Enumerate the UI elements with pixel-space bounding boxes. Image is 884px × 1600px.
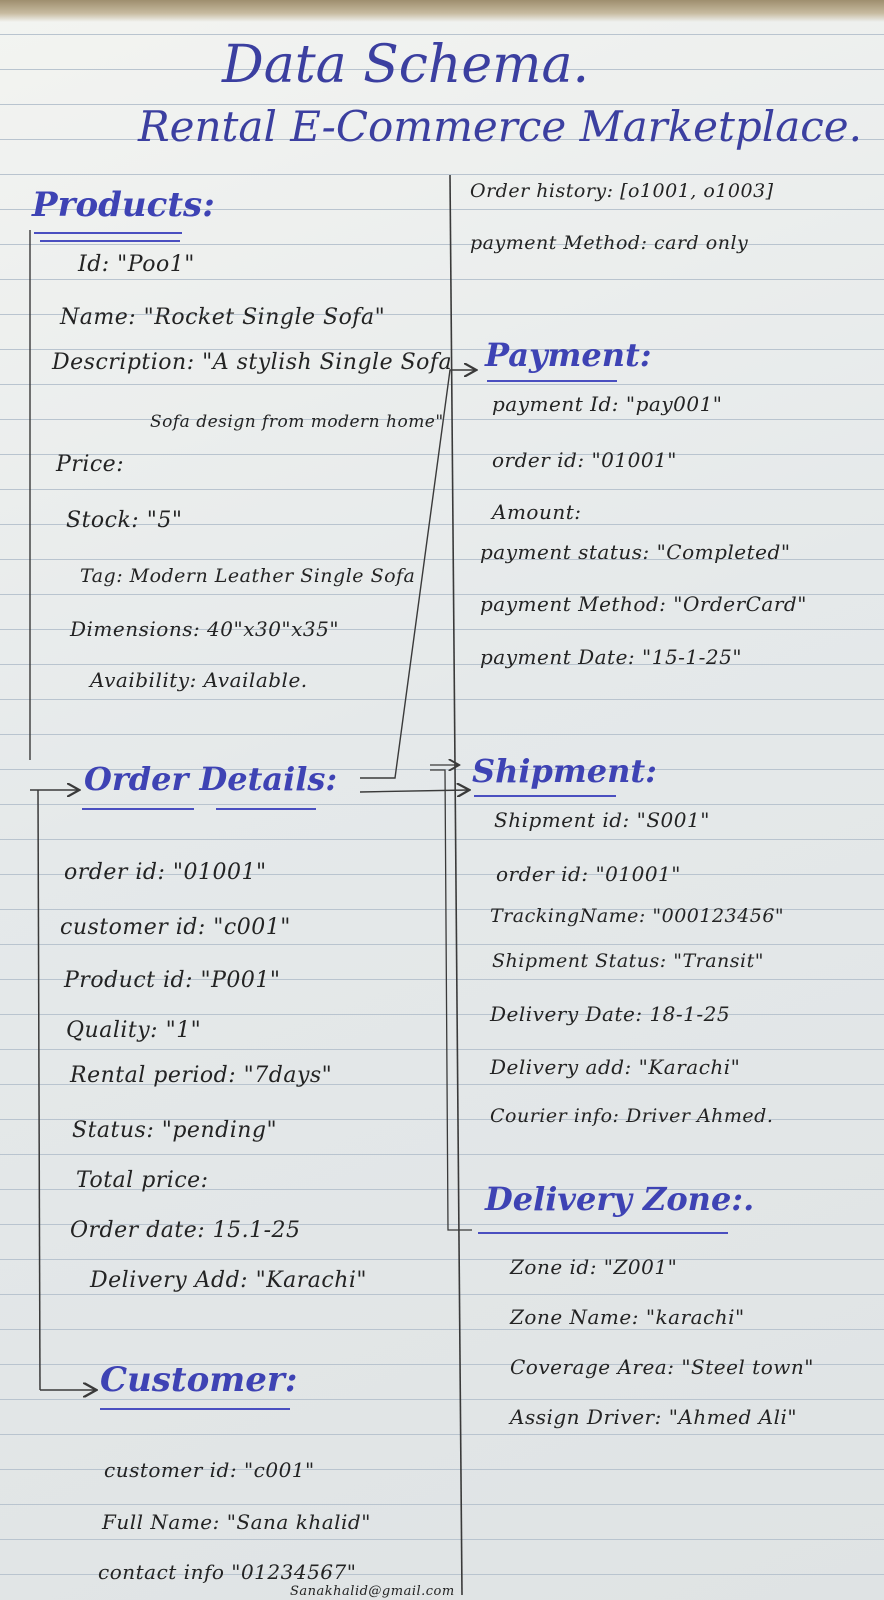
shipment-field-courier: Courier info: Driver Ahmed. — [490, 1105, 774, 1127]
shipment-heading: Shipment: — [472, 752, 657, 790]
zone-field-name: Zone Name: "karachi" — [510, 1305, 745, 1329]
shipment-field-tracking: TrackingName: "000123456" — [490, 905, 785, 927]
order-field-order-date: Order date: 15.1-25 — [70, 1218, 301, 1243]
zone-field-coverage: Coverage Area: "Steel town" — [510, 1355, 814, 1379]
customer-field-id: customer id: "c001" — [104, 1458, 315, 1482]
shipment-field-delivery-date: Delivery Date: 18-1-25 — [490, 1002, 731, 1026]
order-field-delivery-add: Delivery Add: "Karachi" — [90, 1268, 368, 1293]
customer-field-contact: contact info "01234567" — [98, 1560, 357, 1584]
delivery-zone-underline — [478, 1232, 728, 1234]
product-field-stock: Stock: "5" — [66, 508, 183, 533]
shipment-connector — [360, 790, 468, 792]
order-field-rental-period: Rental period: "7days" — [70, 1063, 333, 1088]
order-field-status: Status: "pending" — [72, 1118, 278, 1143]
order-details-underline — [82, 808, 194, 810]
delivery-zone-heading: Delivery Zone:. — [485, 1180, 755, 1218]
page-subtitle: Rental E-Commerce Marketplace. — [138, 102, 862, 151]
center-divider-line — [450, 175, 462, 1595]
products-underline-2 — [40, 240, 180, 242]
left-connector-line — [38, 790, 40, 1390]
product-field-description-cont: Sofa design from modern home" — [150, 412, 444, 432]
payment-field-id: payment Id: "pay001" — [492, 392, 723, 416]
payment-field-status: payment status: "Completed" — [480, 540, 791, 564]
customer-heading: Customer: — [100, 1360, 298, 1400]
order-field-quality: Quality: "1" — [66, 1018, 202, 1043]
shipment-field-delivery-add: Delivery add: "Karachi" — [490, 1055, 741, 1079]
order-field-product-id: Product id: "P001" — [64, 968, 281, 993]
customer-field-email: Sanakhalid@gmail.com — [290, 1584, 455, 1599]
order-field-total-price: Total price: — [76, 1168, 209, 1193]
product-field-price: Price: — [56, 452, 125, 477]
order-field-customer-id: customer id: "c001" — [60, 915, 291, 940]
payment-field-order-id: order id: "01001" — [492, 448, 677, 472]
payment-field-method: payment Method: "OrderCard" — [480, 592, 807, 616]
product-field-tag: Tag: Modern Leather Single Sofa — [80, 565, 416, 587]
zone-field-id: Zone id: "Z001" — [510, 1255, 678, 1279]
order-details-underline-2 — [216, 808, 316, 810]
product-field-description: Description: "A stylish Single Sofa — [52, 350, 453, 375]
products-underline — [34, 232, 182, 234]
delivery-zone-connector — [430, 770, 472, 1230]
shipment-field-id: Shipment id: "S001" — [494, 808, 710, 832]
products-heading: Products: — [32, 185, 215, 225]
payment-underline — [487, 380, 617, 382]
zone-field-driver: Assign Driver: "Ahmed Ali" — [510, 1405, 798, 1429]
page-title: Data Schema. — [222, 35, 589, 95]
order-field-order-id: order id: "01001" — [64, 860, 267, 885]
customer-payment-method: payment Method: card only — [470, 232, 749, 254]
shipment-underline — [474, 795, 616, 797]
payment-heading: Payment: — [485, 336, 652, 374]
customer-field-full-name: Full Name: "Sana khalid" — [102, 1510, 371, 1534]
payment-field-amount: Amount: — [492, 500, 582, 524]
product-field-dimensions: Dimensions: 40"x30"x35" — [70, 617, 340, 641]
shipment-field-status: Shipment Status: "Transit" — [492, 950, 764, 972]
product-field-id: Id: "Poo1" — [78, 252, 195, 277]
product-field-name: Name: "Rocket Single Sofa" — [60, 305, 386, 330]
shipment-field-order-id: order id: "01001" — [496, 862, 681, 886]
customer-order-history: Order history: [o1001, o1003] — [470, 180, 774, 202]
product-field-availability: Avaibility: Available. — [90, 668, 308, 692]
payment-field-date: payment Date: "15-1-25" — [480, 645, 743, 669]
customer-underline — [100, 1408, 290, 1410]
order-details-heading: Order Details: — [84, 760, 338, 798]
